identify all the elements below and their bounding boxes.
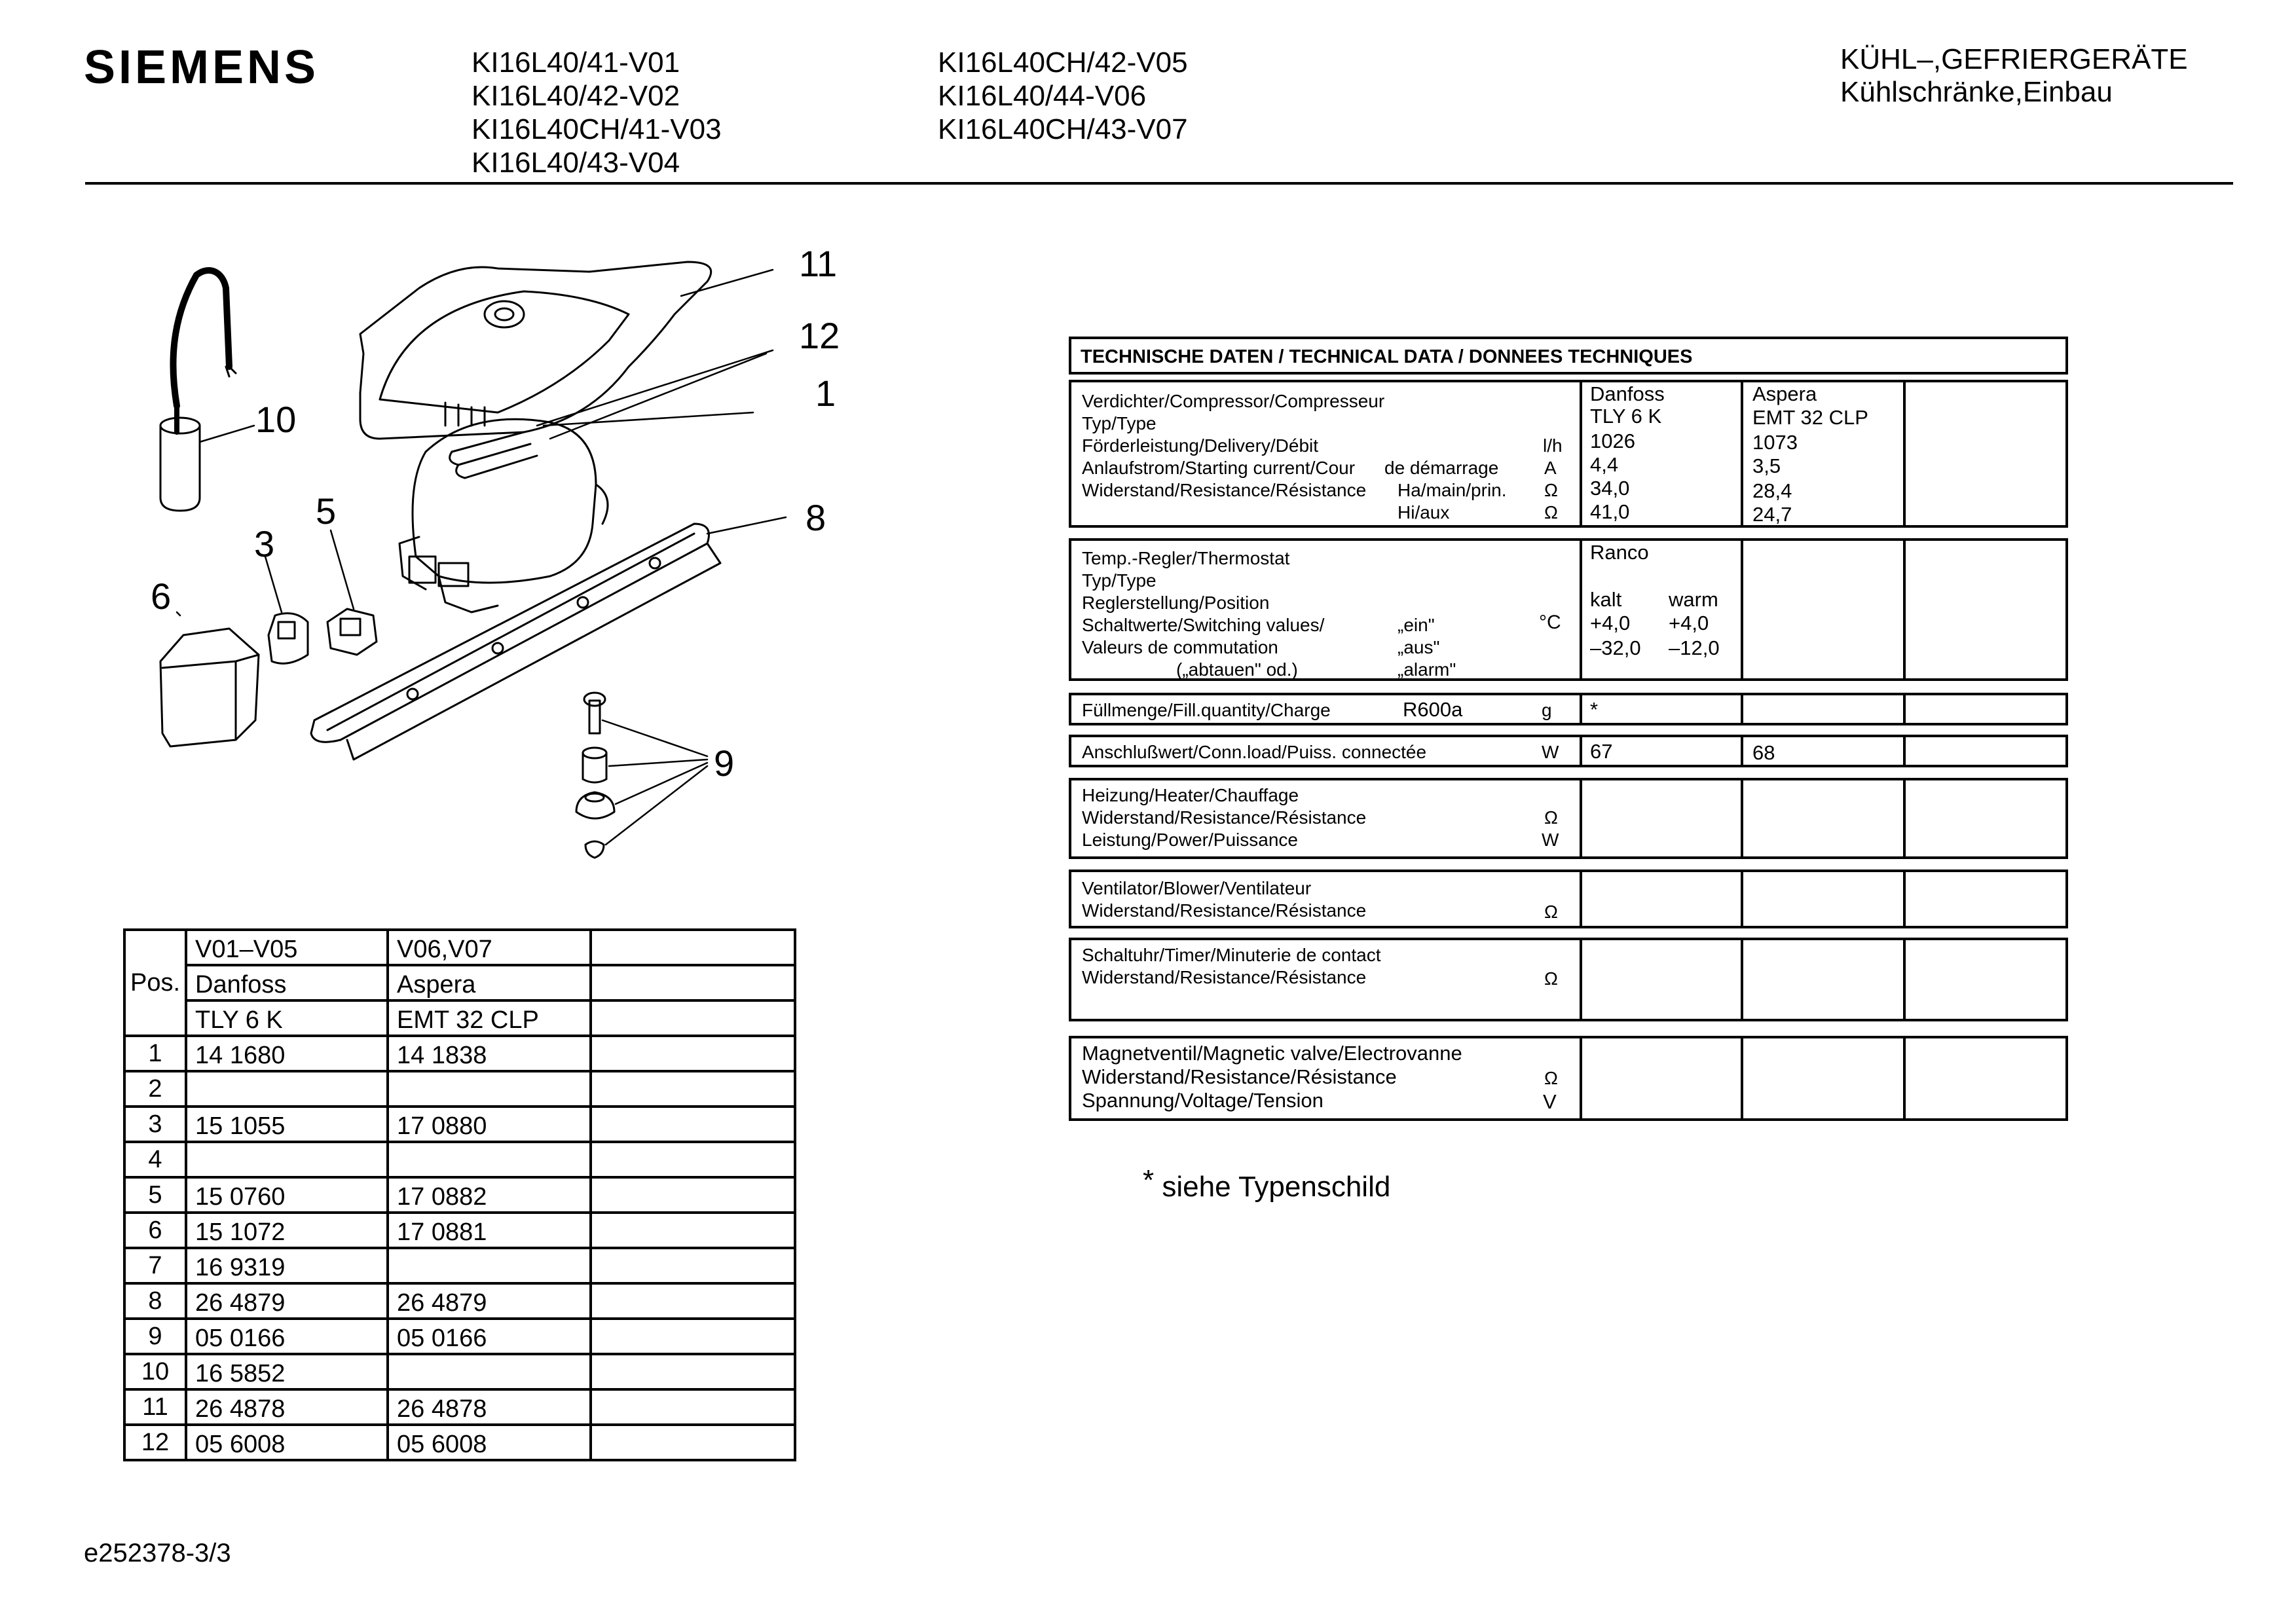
part-1-compressor — [399, 350, 773, 612]
value: +4,0 — [1590, 612, 1631, 634]
table-row — [124, 1036, 795, 1071]
document-id: e252378-3/3 — [84, 1539, 231, 1567]
table-cell — [388, 1354, 591, 1389]
callout-6: 6 — [151, 576, 172, 617]
footnote-star: * — [1143, 1164, 1155, 1196]
model-number: KI16L40/44-V06 — [938, 80, 1147, 112]
label: „aus" — [1398, 637, 1440, 657]
value: * — [1590, 698, 1599, 721]
label: („abtauen" od.) — [1176, 659, 1298, 680]
label: Magnetventil/Magnetic valve/Electrovanne — [1082, 1042, 1462, 1065]
value: 4,4 — [1590, 453, 1619, 476]
unit: Ω — [1544, 807, 1558, 828]
table-cell: 3 — [124, 1107, 186, 1142]
timer-box — [1069, 938, 2068, 1021]
blower-box — [1069, 870, 2068, 928]
table-cell: 11 — [124, 1389, 186, 1425]
parts-table — [123, 928, 796, 1461]
header-divider — [85, 182, 2233, 185]
table-cell: 15 0760 — [186, 1177, 388, 1213]
table-cell: 16 9319 — [186, 1248, 388, 1283]
thermostat-box — [1069, 538, 2068, 681]
pos-header: Pos. — [124, 930, 186, 1036]
table-cell: 26 4879 — [186, 1283, 388, 1319]
model-list-right — [938, 46, 1188, 146]
value: –32,0 — [1590, 636, 1641, 659]
table-cell — [388, 1248, 591, 1283]
model-list-left — [472, 46, 722, 179]
table-cell: TLY 6 K — [186, 1000, 388, 1036]
table-cell: 9 — [124, 1319, 186, 1354]
value: kalt — [1590, 588, 1622, 611]
table-cell: 8 — [124, 1283, 186, 1319]
label: „alarm" — [1398, 659, 1456, 680]
unit: W — [1542, 830, 1559, 850]
label: Widerstand/Resistance/Résistance — [1082, 1065, 1397, 1088]
label: Spannung/Voltage/Tension — [1082, 1089, 1324, 1112]
table-cell: 10 — [124, 1354, 186, 1389]
table-cell — [186, 1142, 388, 1177]
table-row — [124, 1213, 795, 1248]
table-cell: 26 4879 — [388, 1283, 591, 1319]
value: Ranco — [1590, 541, 1649, 564]
label: Ventilator/Blower/Ventilateur — [1082, 878, 1312, 898]
table-cell — [591, 1248, 795, 1283]
value: 3,5 — [1752, 454, 1781, 477]
connection-load-box — [1069, 735, 2068, 767]
table-cell — [591, 1425, 795, 1460]
model-number: KI16L40/43-V04 — [472, 147, 680, 179]
value: 28,4 — [1752, 479, 1792, 502]
table-cell: Danfoss — [186, 965, 388, 1000]
table-row — [124, 1354, 795, 1389]
table-cell: 1 — [124, 1036, 186, 1071]
unit: Ω — [1544, 968, 1558, 989]
label: Ha/main/prin. — [1398, 480, 1507, 500]
table-row — [124, 1000, 795, 1036]
unit: A — [1544, 458, 1557, 478]
category-title: KÜHL–,GEFRIERGERÄTE — [1840, 43, 2188, 75]
table-cell — [591, 930, 795, 965]
table-cell — [388, 1071, 591, 1107]
label: Reglerstellung/Position — [1082, 593, 1270, 613]
model-number: KI16L40CH/41-V03 — [472, 113, 722, 145]
value: 68 — [1752, 741, 1775, 764]
label: Widerstand/Resistance/Résistance — [1082, 967, 1367, 987]
value: 1073 — [1752, 431, 1798, 454]
table-cell: 26 4878 — [186, 1389, 388, 1425]
label: Typ/Type — [1082, 413, 1157, 433]
table-cell: 17 0880 — [388, 1107, 591, 1142]
value: Danfoss — [1590, 382, 1665, 405]
table-row — [124, 1142, 795, 1177]
value: 24,7 — [1752, 503, 1792, 526]
table-cell: 17 0881 — [388, 1213, 591, 1248]
tech-data-title: TECHNISCHE DATEN / TECHNICAL DATA / DONNEES TECHNIQUES — [1081, 346, 1693, 367]
table-row — [124, 1107, 795, 1142]
table-cell: 6 — [124, 1213, 186, 1248]
table-cell — [591, 1283, 795, 1319]
part-9-mounting-set — [576, 693, 707, 858]
unit: Ω — [1544, 502, 1558, 522]
table-cell: Aspera — [388, 965, 591, 1000]
callout-3: 3 — [254, 523, 275, 564]
label: „ein" — [1398, 615, 1435, 635]
value: Aspera — [1752, 382, 1817, 405]
value: 34,0 — [1590, 477, 1630, 500]
footnote-text: siehe Typenschild — [1162, 1171, 1391, 1203]
charge-box — [1069, 693, 2068, 725]
table-cell: 14 1838 — [388, 1036, 591, 1071]
unit: Ω — [1544, 902, 1558, 922]
refrigerant: R600a — [1403, 698, 1463, 721]
label: Heizung/Heater/Chauffage — [1082, 785, 1299, 805]
table-cell: 05 0166 — [186, 1319, 388, 1354]
table-cell — [591, 1000, 795, 1036]
value: 1026 — [1590, 430, 1635, 452]
table-cell — [591, 1142, 795, 1177]
model-number: KI16L40/41-V01 — [472, 46, 680, 79]
table-cell: 2 — [124, 1071, 186, 1107]
part-11-tray — [360, 262, 773, 439]
label: Schaltuhr/Timer/Minuterie de contact — [1082, 945, 1381, 965]
table-cell: 16 5852 — [186, 1354, 388, 1389]
model-number: KI16L40CH/42-V05 — [938, 46, 1188, 79]
label: Förderleistung/Delivery/Débit — [1082, 435, 1319, 456]
table-cell: 17 0882 — [388, 1177, 591, 1213]
compressor-exploded-diagram — [131, 236, 884, 884]
table-cell: 05 0166 — [388, 1319, 591, 1354]
table-cell: 4 — [124, 1142, 186, 1177]
value: EMT 32 CLP — [1752, 406, 1868, 429]
table-cell: 5 — [124, 1177, 186, 1213]
part-6-cover — [160, 612, 259, 746]
table-cell — [591, 1354, 795, 1389]
model-number: KI16L40CH/43-V07 — [938, 113, 1188, 145]
callout-11: 11 — [799, 243, 838, 284]
label: Widerstand/Resistance/Résistance — [1082, 807, 1367, 828]
model-number: KI16L40/42-V02 — [472, 80, 680, 112]
table-cell: V06,V07 — [388, 930, 591, 965]
label: Anschlußwert/Conn.load/Puiss. connectée — [1082, 742, 1427, 762]
table-row — [124, 1248, 795, 1283]
table-cell — [186, 1071, 388, 1107]
unit: l/h — [1543, 435, 1563, 456]
table-cell: 15 1072 — [186, 1213, 388, 1248]
table-cell — [591, 965, 795, 1000]
table-row — [124, 1319, 795, 1354]
unit: °C — [1539, 612, 1561, 633]
part-5-protector — [327, 530, 377, 655]
table-cell — [591, 1319, 795, 1354]
product-category — [1840, 43, 2188, 109]
tech-data-title-box — [1069, 337, 2068, 375]
table-cell: 05 6008 — [186, 1425, 388, 1460]
label: de démarrage — [1384, 458, 1499, 478]
table-row — [124, 1425, 795, 1460]
part-10-capacitor — [160, 270, 254, 511]
table-cell — [591, 1107, 795, 1142]
table-row — [124, 1177, 795, 1213]
table-cell — [388, 1142, 591, 1177]
table-row — [124, 1283, 795, 1319]
label: Valeurs de commutation — [1082, 637, 1278, 657]
value: TLY 6 K — [1590, 405, 1662, 428]
table-cell — [591, 1071, 795, 1107]
unit: g — [1542, 700, 1552, 720]
callout-5: 5 — [316, 490, 337, 532]
table-row — [124, 1389, 795, 1425]
label: Widerstand/Resistance/Résistance — [1082, 900, 1367, 921]
unit: Ω — [1544, 480, 1558, 500]
unit: Ω — [1544, 1068, 1558, 1088]
table-row — [124, 1071, 795, 1107]
table-cell: 7 — [124, 1248, 186, 1283]
value: –12,0 — [1669, 636, 1720, 659]
value: 41,0 — [1590, 500, 1630, 523]
table-cell — [591, 1389, 795, 1425]
label: Widerstand/Resistance/Résistance — [1082, 480, 1367, 500]
unit: W — [1542, 742, 1559, 762]
table-cell: V01–V05 — [186, 930, 388, 965]
table-cell — [591, 1177, 795, 1213]
label: Anlaufstrom/Starting current/Cour — [1082, 458, 1356, 478]
label: Verdichter/Compressor/Compresseur — [1082, 391, 1385, 411]
table-row — [124, 965, 795, 1000]
callout-9: 9 — [714, 742, 735, 784]
table-cell: 15 1055 — [186, 1107, 388, 1142]
callout-1: 1 — [815, 373, 836, 414]
label: Füllmenge/Fill.quantity/Charge — [1082, 700, 1331, 720]
callout-10: 10 — [255, 399, 297, 440]
category-subtitle: Kühlschränke,Einbau — [1840, 76, 2113, 108]
table-cell — [591, 1213, 795, 1248]
heater-box — [1069, 778, 2068, 859]
label: Temp.-Regler/Thermostat — [1082, 548, 1290, 568]
table-cell: EMT 32 CLP — [388, 1000, 591, 1036]
unit: V — [1543, 1090, 1557, 1113]
label: Schaltwerte/Switching values/ — [1082, 615, 1325, 635]
table-cell — [591, 1036, 795, 1071]
table-row — [124, 930, 795, 965]
compressor-box — [1069, 380, 2068, 528]
label: Leistung/Power/Puissance — [1082, 830, 1298, 850]
part-8-base-rail — [311, 517, 786, 760]
magnetic-valve-box — [1069, 1036, 2068, 1121]
part-3-relay — [265, 557, 308, 663]
table-cell: 12 — [124, 1425, 186, 1460]
table-cell: 05 6008 — [388, 1425, 591, 1460]
value: 67 — [1590, 740, 1613, 763]
label: Typ/Type — [1082, 570, 1157, 591]
table-cell: 14 1680 — [186, 1036, 388, 1071]
value: warm — [1669, 588, 1718, 611]
callout-12: 12 — [799, 315, 840, 356]
label: Hi/aux — [1398, 502, 1450, 522]
callout-8: 8 — [805, 497, 826, 538]
table-cell: 26 4878 — [388, 1389, 591, 1425]
footnote — [1143, 1164, 1391, 1203]
value: +4,0 — [1669, 612, 1709, 634]
siemens-logo: SIEMENS — [84, 41, 320, 94]
